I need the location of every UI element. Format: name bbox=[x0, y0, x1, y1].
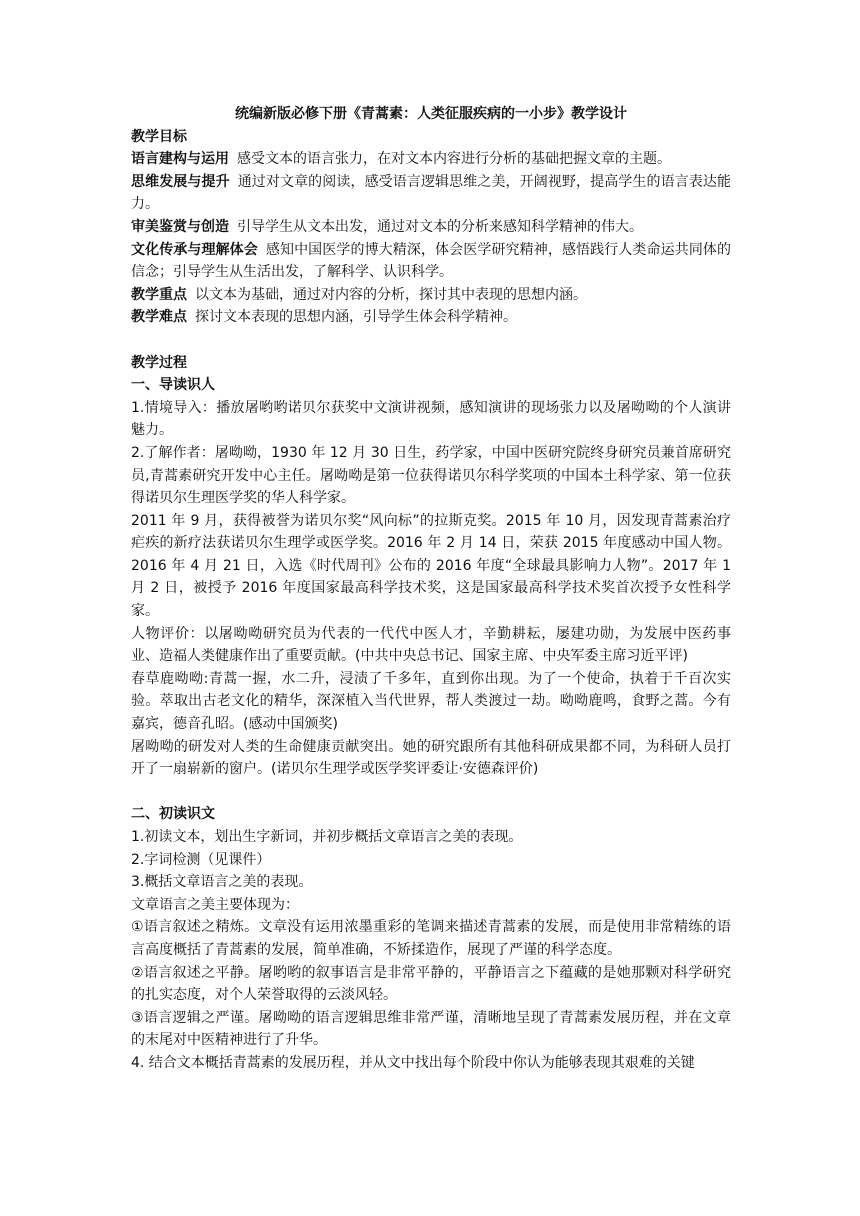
document-page bbox=[131, 103, 731, 1075]
paragraph: 3.概括文章语言之美的表现。 bbox=[131, 874, 313, 891]
key-point-label: 教学重点 bbox=[131, 286, 187, 303]
objectives-heading: 教学目标 bbox=[131, 128, 187, 145]
objective-item bbox=[131, 148, 731, 171]
objective-text: 感受文本的语言张力，在对文本内容进行分析的基础把握文章的主题。 bbox=[237, 151, 671, 168]
section-heading: 二、初读识文 bbox=[131, 806, 215, 823]
paragraph: 2.字词检测（见课件） bbox=[131, 851, 271, 868]
paragraph: 1.初读文本，划出生字新词，并初步概括文章语言之美的表现。 bbox=[131, 829, 523, 845]
objective-text: 感知中国医学的博大精深，体会医学研究精神，感悟践行人类命运共同体的信念；引导学生从生活出发，了解科学、认识科学。 bbox=[131, 241, 732, 281]
difficult-point-label: 教学难点 bbox=[131, 309, 187, 326]
paragraph: ③语言逻辑之严谨。屠呦呦的语言逻辑思维非常严谨，清晰地呈现了青蒿素发展历程，并在文章的末尾对中医精神进行了升华。 bbox=[131, 1009, 731, 1049]
paragraph: 1.情境导入：播放屠哟哟诺贝尔获奖中文演讲视频，感知演讲的现场张力以及屠呦呦的个人演讲魅力。 bbox=[131, 399, 731, 439]
section-heading: 一、导读识人 bbox=[131, 377, 215, 394]
document-title: 统编新版必修下册《青蒿素：人类征服疾病的一小步》教学设计 bbox=[235, 106, 627, 122]
objective-label: 文化传承与理解体会 bbox=[131, 241, 258, 258]
objective-item bbox=[131, 171, 731, 216]
paragraph: 人物评价：以屠呦呦研究员为代表的一代代中医人才，辛勤耕耘，屡建功勋，为发展中医药事业、造福人类健康作出了重要贡献。(中共中央总书记、国家主席、中央军委主席习近平评) bbox=[131, 625, 731, 665]
objective-text: 引导学生从文本出发，通过对文本的分析来感知科学精神的伟大。 bbox=[237, 218, 643, 235]
paragraph: 4. 结合文本概括青蒿素的发展历程，并从文中找出每个阶段中你认为能够表现其艰难的关键 bbox=[131, 1054, 695, 1071]
key-point bbox=[131, 284, 731, 307]
paragraph: 2011 年 9 月，获得被誉为诺贝尔奖“风向标”的拉斯克奖。2015 年 10 月，因发现青蒿素治疗疟疾的新疗法获诺贝尔生理学或医学奖。2016 年 2 月 14 日，荣获 2015 年度感动中国人物。2016 年 4 月 21 日，入选《时代周刊》公布的 2016 年度“全球最具影响力人物”。2017 年 1 月 2 日，被授予 2016 年度国家最高科学技术奖，这是国家最高科学技术奖首次授予女性科学家。 bbox=[131, 512, 731, 620]
paragraph: ②语言叙述之平静。屠哟哟的叙事语言是非常平静的，平静语言之下蕴藏的是她那颗对科学研究的扎实态度，对个人荣誉取得的云淡风轻。 bbox=[131, 964, 731, 1004]
objective-text: 通过对文章的阅读，感受语言逻辑思维之美，开阔视野，提高学生的语言表达能力。 bbox=[131, 173, 732, 213]
paragraph: ①语言叙述之精炼。文章没有运用浓墨重彩的笔调来描述青蒿素的发展，而是使用非常精练的语言高度概括了青蒿素的发展，简单准确，不矫揉造作，展现了严谨的科学态度。 bbox=[131, 919, 731, 958]
paragraph: 文章语言之美主要体现为： bbox=[131, 896, 299, 913]
paragraph: 2.了解作者：屠呦呦，1930 年 12 月 30 日生，药学家，中国中医研究院终身研究员兼首席研究员,青蒿素研究开发中心主任。屠呦呦是第一位获得诺贝尔科学奖项的中国本土科学家、第一位获得诺贝尔生理医学奖的华人科学家。 bbox=[131, 444, 731, 507]
difficult-point bbox=[131, 306, 731, 329]
objective-item bbox=[131, 216, 731, 239]
objective-label: 语言建构与运用 bbox=[131, 151, 229, 168]
key-point-text: 以文本为基础，通过对内容的分析，探讨其中表现的思想内涵。 bbox=[195, 286, 587, 303]
paragraph: 春草鹿呦呦:青蒿一握，水二升，浸渍了千多年，直到你出现。为了一个使命，执着于千百次实验。萃取出古老文化的精华，深深植入当代世界，帮人类渡过一劫。呦呦鹿鸣，食野之蒿。今有嘉宾，德音孔昭。(感动中国颁奖) bbox=[131, 670, 731, 733]
paragraph: 屠呦呦的研发对人类的生命健康贡献突出。她的研究跟所有其他科研成果都不同，为科研人员打开了一扇崭新的窗户。(诺贝尔生理学或医学奖评委让·安德森评价) bbox=[131, 738, 731, 778]
objective-label: 思维发展与提升 bbox=[131, 173, 230, 190]
objective-item bbox=[131, 239, 731, 284]
objective-label: 审美鉴赏与创造 bbox=[131, 218, 229, 235]
process-heading: 教学过程 bbox=[131, 354, 187, 371]
difficult-point-text: 探讨文本表现的思想内涵，引导学生体会科学精神。 bbox=[195, 309, 517, 326]
